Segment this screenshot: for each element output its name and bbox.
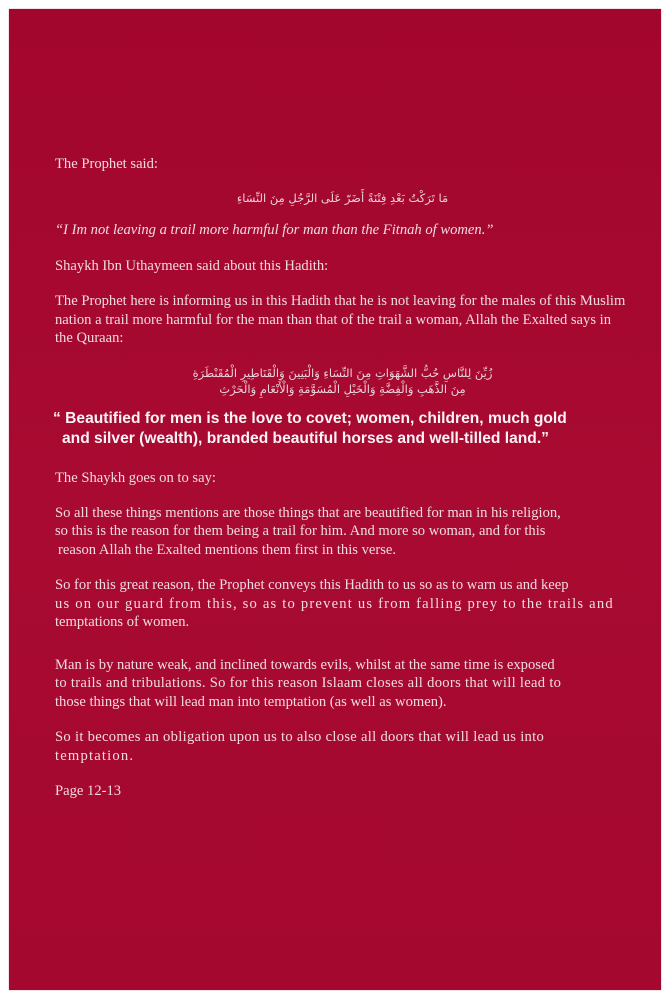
hadith-arabic-text: مَا تَرَكْتُ بَعْدِ فِتْنَةً أَضَرّ عَلَى الرَّجُلِ مِنَ النِّسَاءِ [236,191,449,205]
paragraph-line: so this is the reason for them being a trail for him. And more so woman, and for this [55,523,546,539]
page-reference: Page 12-13 [55,783,122,799]
paragraph-line: So for this great reason, the Prophet conveys this Hadith to us so as to warn us and keep [55,577,569,593]
paragraph-line: those things that will lead man into temptation (as well as women). [55,693,447,710]
commentary-intro: Shaykh Ibn Uthaymeen said about this Hadith: [55,258,329,274]
intro-label: The Prophet said: [55,156,158,172]
hadith-translation: “I Im not leaving a trail more harmful for man than the Fitnah of women.” [55,222,494,238]
paragraph-line: Man is by nature weak, and inclined towards evils, whilst at the same time is exposed [55,656,555,673]
verse-translation-line: “ Beautified for men is the love to covet; women, children, much gold [53,409,567,427]
paragraph-nature [55,656,630,712]
verse-arabic-line: مِنَ الذَّهَبِ وَالْفِضَّةِ وَالْخَيْلِ الْمُسَوَّمَةِ وَالْأَنْعَامِ وَالْحَرْثِ [219,381,466,396]
paragraph-reason [55,576,630,632]
paragraph-obligation [55,728,630,765]
page-content [55,155,630,817]
commentary-paragraph: The Prophet here is informing us in this Hadith that he is not leaving for the males of this Muslim nation a trail more harmful for the man than that of the trail a woman, Allah the Exalted says in the Quraan: [55,293,626,346]
paragraph-beautified [55,504,630,560]
verse-translation-line: and silver (wealth), branded beautiful horses and well-tilled land.” [62,429,549,447]
paragraph-line: temptations of women. [55,614,190,630]
quran-verse-arabic [55,365,630,397]
paragraph-line: reason Allah the Exalted mentions them first in this verse. [58,541,397,558]
verse-arabic-line: زُيِّنَ لِلنَّاسِ حُبُّ الشَّهَوَاتِ مِنَ النِّسَاءِ وَالْبَنِينَ وَالْقَنَاطِيرِ الْمُقَنْطَرَةِ [192,365,493,380]
paragraph-line: So it becomes an obligation upon us to also close all doors that will lead us into [55,729,545,745]
paragraph-line: temptation. [55,747,135,764]
verse-translation [53,409,630,449]
continuation-intro: The Shaykh goes on to say: [55,469,216,486]
paragraph-line: to trails and tribulations. So for this reason Islaam closes all doors that will lead to [55,675,562,691]
paragraph-line: us on our guard from this, so as to prevent us from falling prey to the trails and [55,595,614,612]
paragraph-line: So all these things mentions are those things that are beautified for man in his religion, [55,504,561,521]
book-page [9,9,661,990]
